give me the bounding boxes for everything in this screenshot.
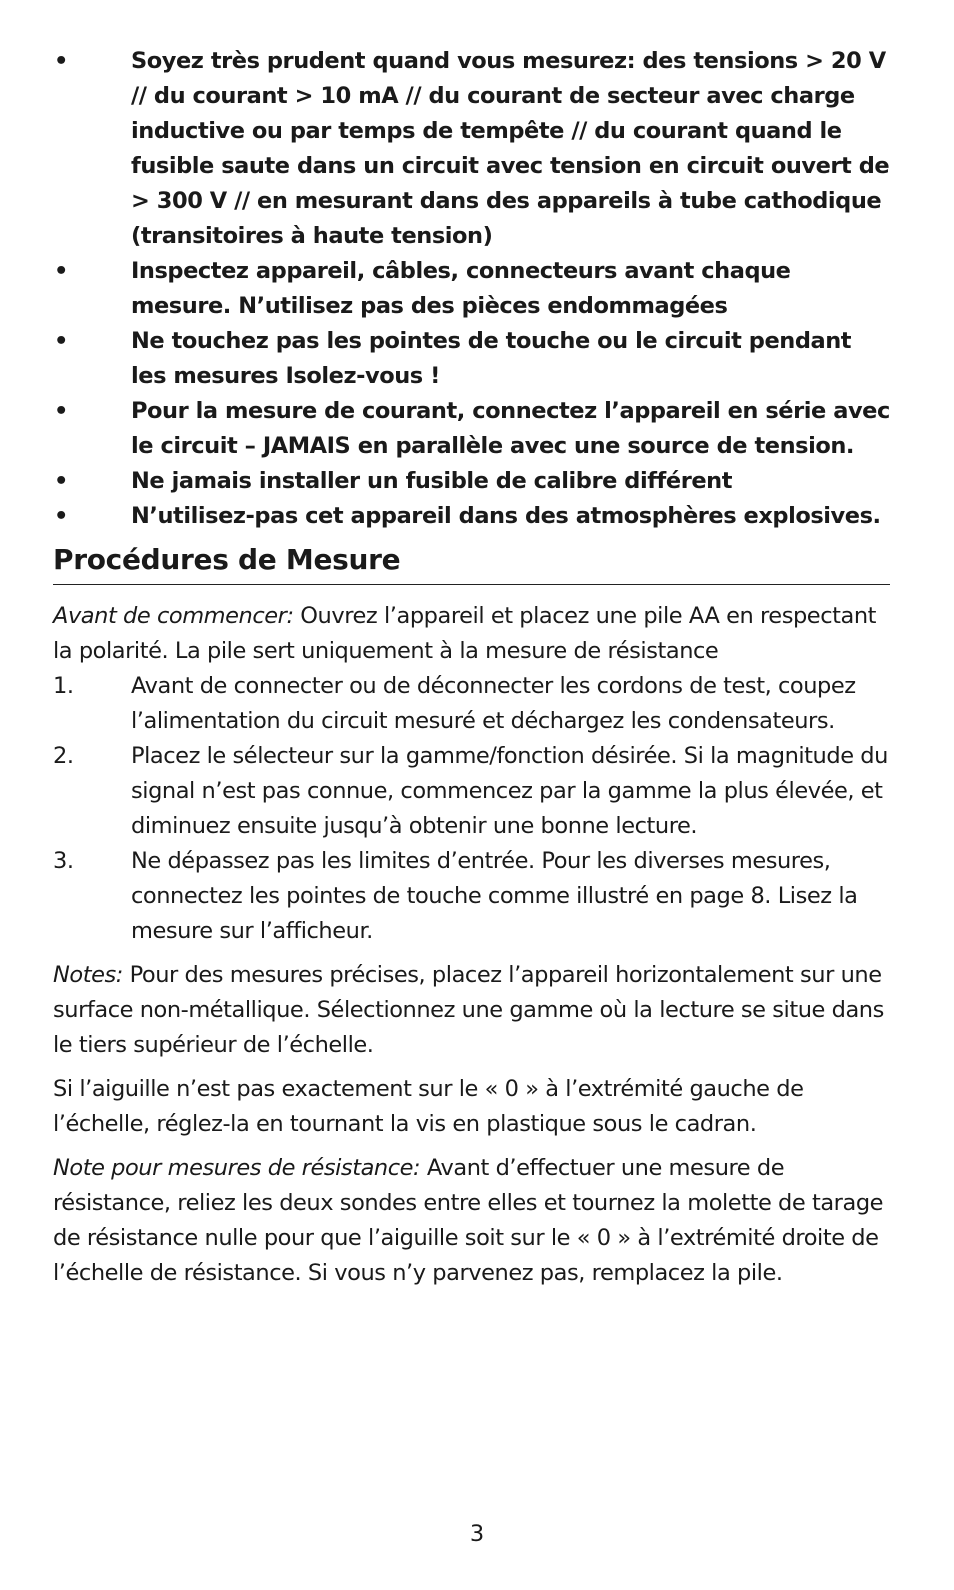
notes-paragraph [53, 958, 890, 1063]
procedure-steps-list [53, 669, 890, 949]
step-text: Ne dépassez pas les limites d’entrée. Pour les diverses mesures, connectez les pointes de touche comme illustré en page 8. Lisez la mesure sur l’afficheur. [131, 848, 858, 944]
safety-warnings-list [53, 44, 890, 534]
step-item [53, 844, 890, 949]
page-number: 3 [469, 1521, 485, 1547]
step-text: Avant de connecter ou de déconnecter les cordons de test, coupez l’alimentation du circuit mesuré et déchargez les condensateurs. [131, 673, 856, 734]
warning-item [53, 499, 890, 534]
bullet-marker: • [54, 328, 68, 354]
step-text: Placez le sélecteur sur la gamme/fonction désirée. Si la magnitude du signal n’est pas connue, commencez par la gamme la plus élevée, et diminuez ensuite jusqu’à obtenir une bonne lecture. [131, 743, 888, 839]
document-page [53, 44, 890, 1291]
intro-text: Ouvrez l’appareil et placez une pile AA en respectant la polarité. La pile sert uniquement à la mesure de résistance [53, 603, 877, 664]
warning-item [53, 44, 890, 254]
step-number: 1. [53, 673, 74, 699]
step-item [53, 669, 890, 739]
bullet-marker: • [54, 468, 68, 494]
notes-lead: Notes: [53, 962, 123, 988]
bullet-marker: • [54, 503, 68, 529]
bullet-marker: • [54, 258, 68, 284]
step-item [53, 739, 890, 844]
warning-item [53, 464, 890, 499]
warning-text: Soyez très prudent quand vous mesurez: des tensions > 20 V // du courant > 10 mA // du courant de secteur avec charge inductive ou par temps de tempête // du courant quand le fusible saute dans un circuit avec tension en circuit ouvert de > 300 V // en mesurant dans des appareils à tube cathodique (transitoires à haute tension) [131, 48, 890, 249]
resistance-note-paragraph [53, 1151, 890, 1291]
step-number: 2. [53, 743, 74, 769]
warning-item [53, 254, 890, 324]
section-title: Procédures de Mesure [53, 538, 890, 585]
notes-text: Pour des mesures précises, placez l’appareil horizontalement sur une surface non-métallique. Sélectionnez une gamme où la lecture se situe dans le tiers supérieur de l’échelle. [53, 962, 884, 1058]
warning-text: Ne jamais installer un fusible de calibre différent [131, 468, 733, 494]
warning-text: Pour la mesure de courant, connectez l’appareil en série avec le circuit – JAMAIS en parallèle avec une source de tension. [131, 398, 890, 459]
intro-lead: Avant de commencer: [53, 603, 294, 629]
intro-paragraph [53, 599, 890, 669]
resistance-note-text: Avant d’effectuer une mesure de résistance, reliez les deux sondes entre elles et tournez la molette de tarage de résistance nulle pour que l’aiguille soit sur le « 0 » à l’extrémité droite de l’échelle de résistance. Si vous n’y parvenez pas, remplacez la pile. [53, 1155, 884, 1286]
warning-text: Inspectez appareil, câbles, connecteurs avant chaque mesure. N’utilisez pas des pièces endommagées [131, 258, 791, 319]
warning-text: Ne touchez pas les pointes de touche ou le circuit pendant les mesures Isolez-vous ! [131, 328, 852, 389]
bullet-marker: • [54, 48, 68, 74]
step-number: 3. [53, 848, 74, 874]
warning-text: N’utilisez-pas cet appareil dans des atmosphères explosives. [131, 503, 881, 529]
resistance-note-lead: Note pour mesures de résistance: [53, 1155, 421, 1181]
bullet-marker: • [54, 398, 68, 424]
warning-item [53, 324, 890, 394]
needle-adjust-paragraph: Si l’aiguille n’est pas exactement sur le « 0 » à l’extrémité gauche de l’échelle, réglez-la en tournant la vis en plastique sous le cadran. [53, 1076, 804, 1137]
warning-item [53, 394, 890, 464]
